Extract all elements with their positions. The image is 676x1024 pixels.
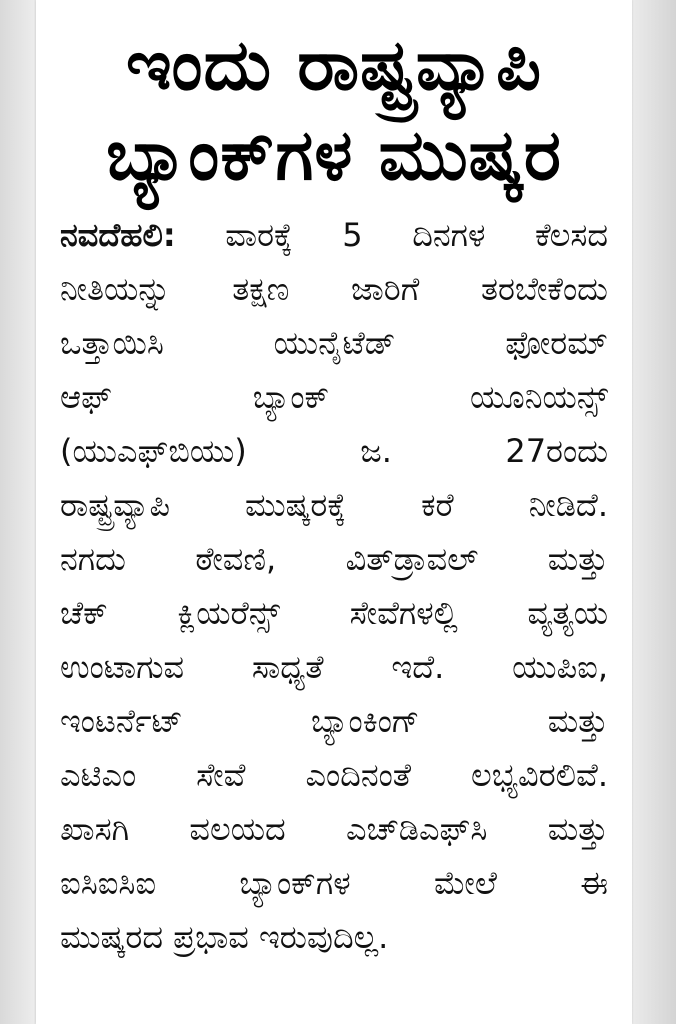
article-line: ರಾಷ್ಟ್ರವ್ಯಾಪಿ ಮುಷ್ಕರಕ್ಕೆ ಕರೆ ನೀಡಿದೆ. <box>60 486 608 524</box>
article-line: ನೀತಿಯನ್ನು ತಕ್ಷಣ ಜಾರಿಗೆ ತರಬೇಕೆಂದು <box>60 270 608 308</box>
newspaper-clipping <box>36 0 632 1024</box>
headline-line-1: ಇಂದು ರಾಷ್ಟ್ರವ್ಯಾಪಿ <box>125 24 543 106</box>
article-line <box>60 208 608 262</box>
article-line: (ಯುಎಫ್‌ಬಿಯು) ಜ. 27ರಂದು <box>60 432 608 470</box>
article-line: ಎಟಿಎಂ ಸೇವೆ ಎಂದಿನಂತೆ ಲಭ್ಯವಿರಲಿವೆ. <box>60 756 608 794</box>
backdrop-right <box>632 0 676 1024</box>
article-line: ಆಫ್ ಬ್ಯಾಂಕ್ ಯೂನಿಯನ್ಸ್ <box>60 378 608 416</box>
article-line: ಮುಷ್ಕರದ ಪ್ರಭಾವ ಇರುವುದಿಲ್ಲ. <box>60 918 389 956</box>
article-line: ಒತ್ತಾಯಿಸಿ ಯುನೈಟೆಡ್ ಫೋರಮ್ <box>60 324 608 362</box>
article-line: ಇಂಟರ್ನೆಟ್ ಬ್ಯಾಂಕಿಂಗ್ ಮತ್ತು <box>60 702 608 740</box>
article-line: ಚೆಕ್ ಕ್ಲಿಯರೆನ್ಸ್ ಸೇವೆಗಳಲ್ಲಿ ವ್ಯತ್ಯಯ <box>60 594 608 632</box>
dateline: ನವದೆಹಲಿ: <box>60 216 176 254</box>
article-line-text: ವಾರಕ್ಕೆ 5 ದಿನಗಳ ಕೆಲಸದ <box>225 216 608 254</box>
article-line: ಖಾಸಗಿ ವಲಯದ ಎಚ್‌ಡಿಎಫ್‌ಸಿ ಮತ್ತು <box>60 810 608 848</box>
article-line: ಉಂಟಾಗುವ ಸಾಧ್ಯತೆ ಇದೆ. ಯುಪಿಐ, <box>60 648 608 686</box>
article-line: ನಗದು ಠೇವಣಿ, ವಿತ್‌ಡ್ರಾವಲ್ ಮತ್ತು <box>60 540 608 578</box>
headline <box>36 20 632 200</box>
headline-line-2: ಬ್ಯಾಂಕ್‌ಗಳ ಮುಷ್ಕರ <box>106 114 562 196</box>
article-body <box>60 208 608 964</box>
article-line: ಐಸಿಐಸಿಐ ಬ್ಯಾಂಕ್‌ಗಳ ಮೇಲೆ ಈ <box>60 864 608 902</box>
backdrop-left <box>0 0 34 1024</box>
